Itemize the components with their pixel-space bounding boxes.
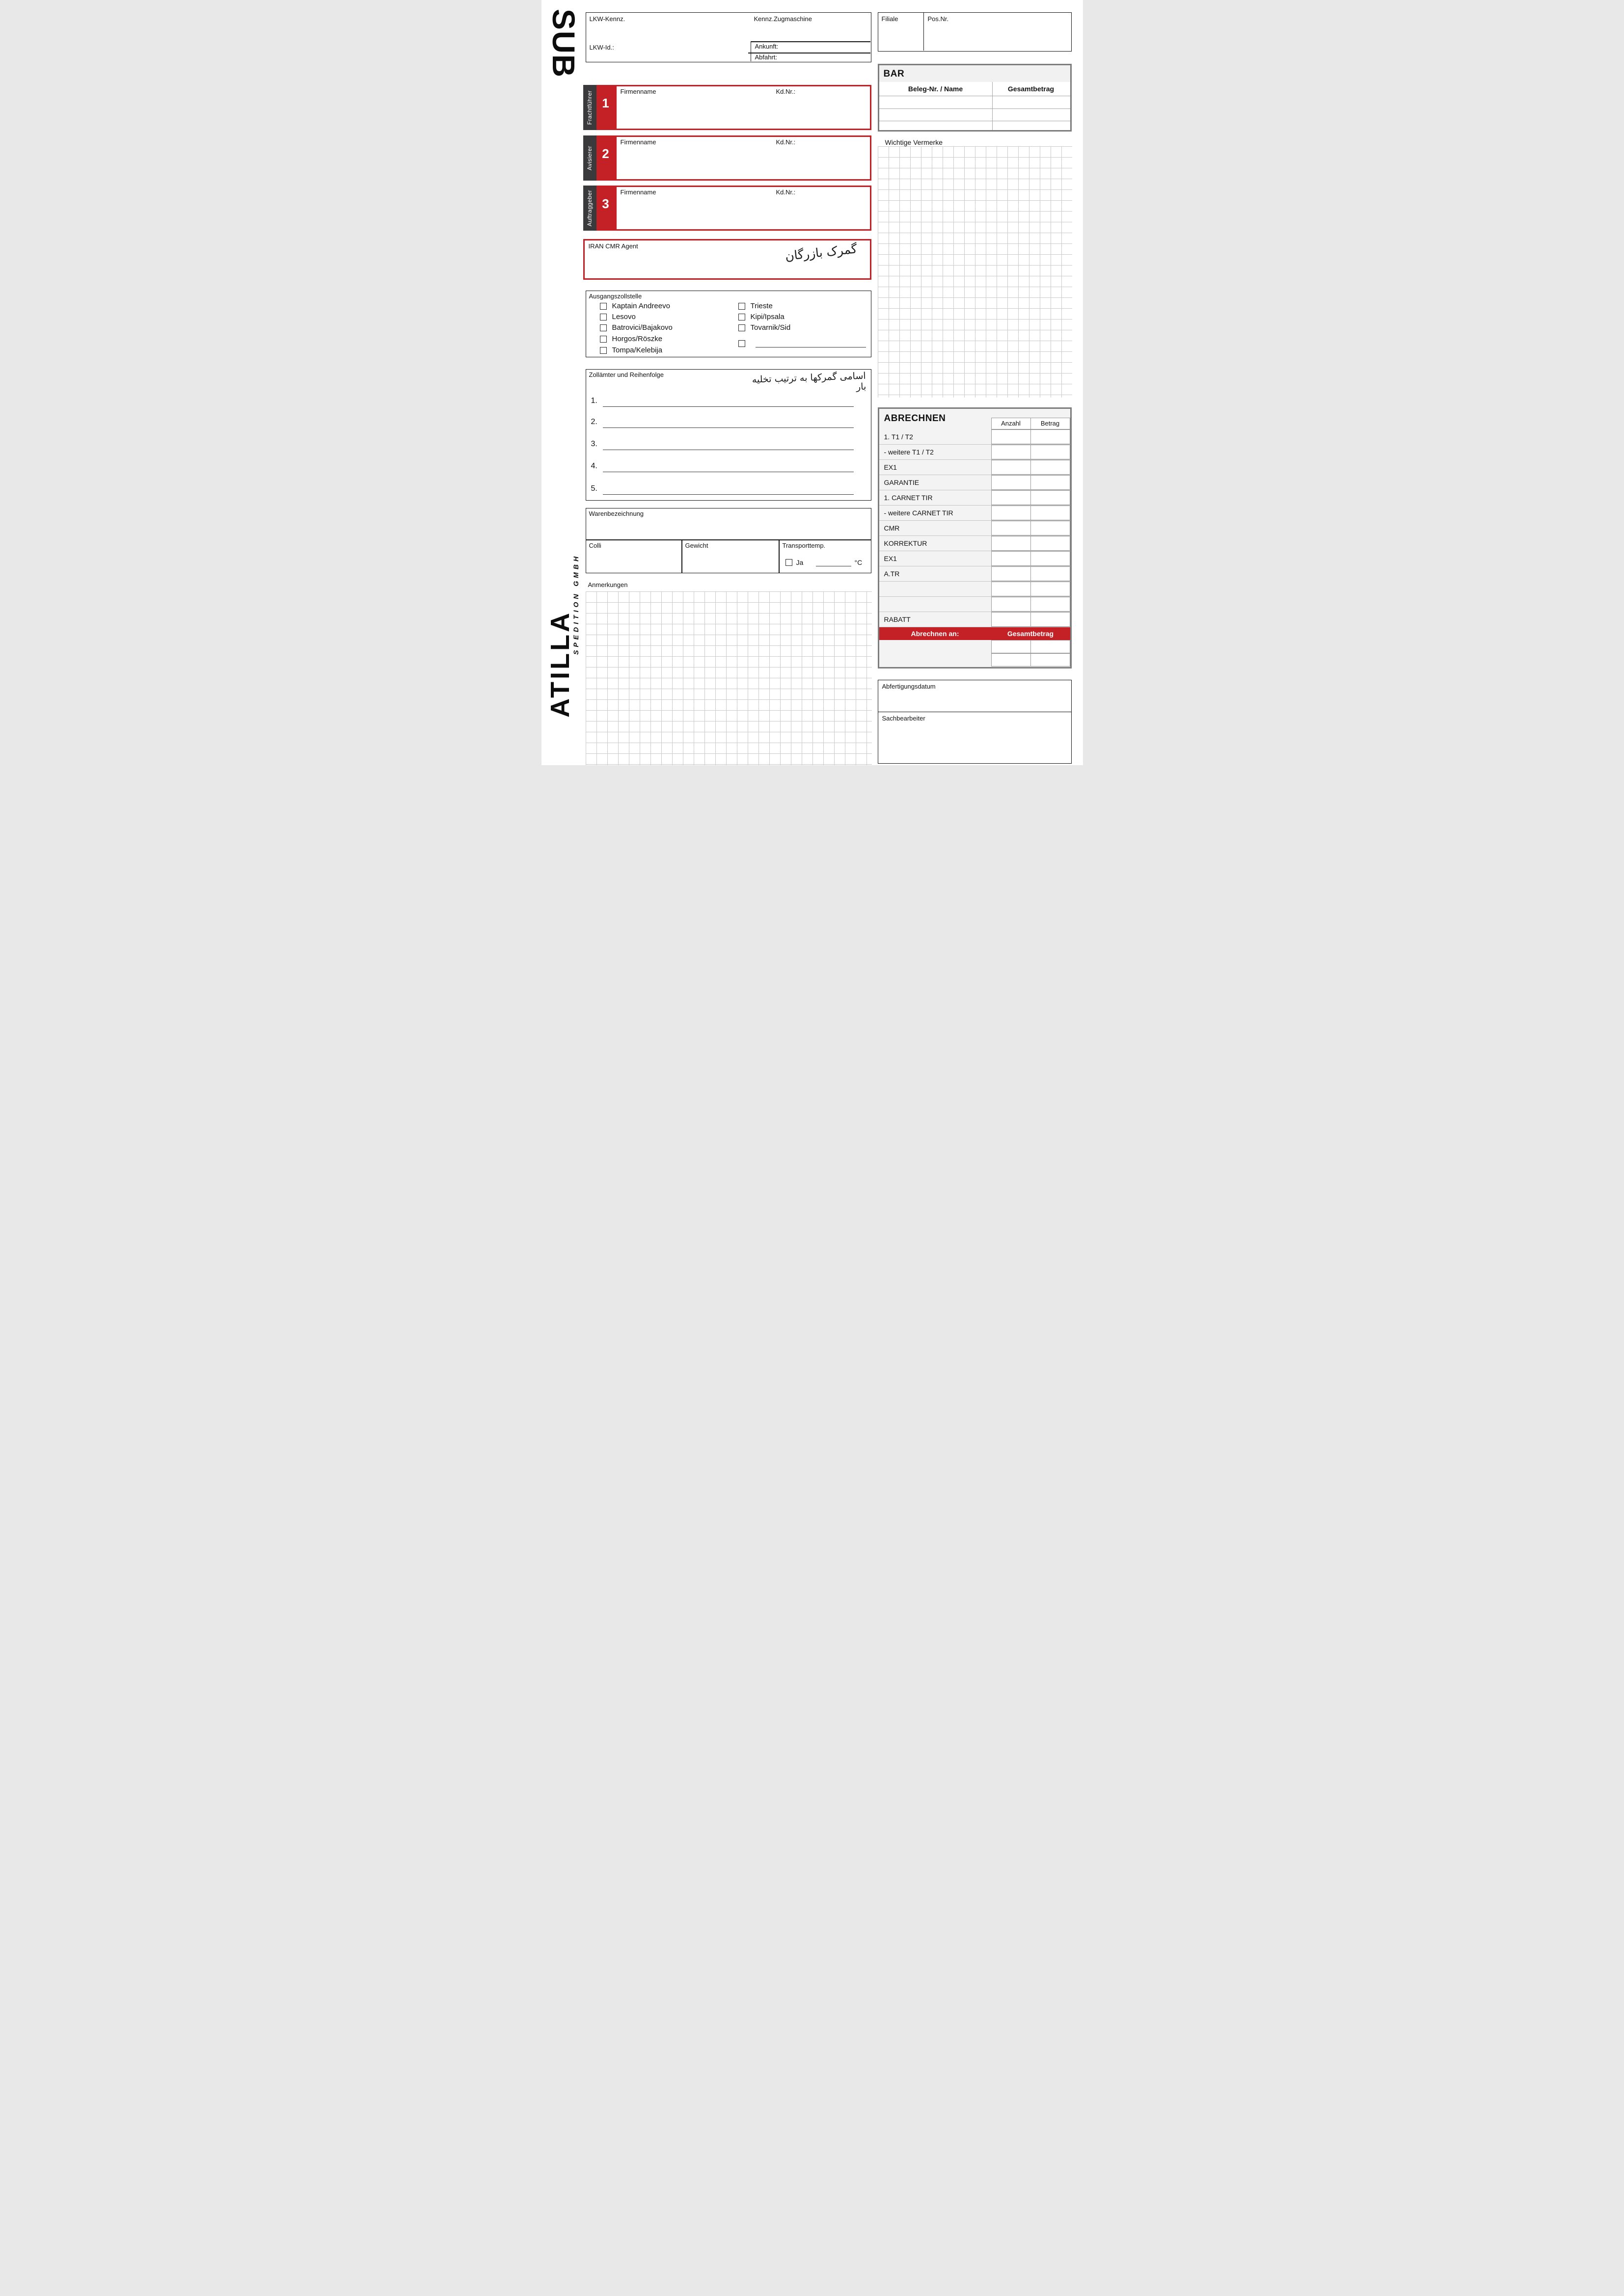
bar-row-line-2 xyxy=(879,108,1070,109)
auftraggeber-kdnr-label: Kd.Nr.: xyxy=(776,188,796,196)
betrag-cell[interactable] xyxy=(1030,597,1070,612)
betrag-cell[interactable] xyxy=(1030,490,1070,505)
avisierer-entry-box[interactable] xyxy=(615,135,871,181)
party-section-auftraggeber xyxy=(583,186,871,231)
anzahl-cell[interactable] xyxy=(991,551,1031,566)
sachbearbeiter-label: Sachbearbeiter xyxy=(882,715,925,722)
betrag-column-header: Betrag xyxy=(1030,418,1070,429)
abrechnen-row-carnet-tir xyxy=(879,490,1070,506)
abrechnen-total-row xyxy=(879,640,1070,653)
gewicht-label: Gewicht xyxy=(685,542,708,549)
betrag-cell[interactable] xyxy=(1030,536,1070,551)
anzahl-cell[interactable] xyxy=(991,612,1031,627)
betrag-cell[interactable] xyxy=(1030,445,1070,459)
abrechnen-row-garantie xyxy=(879,475,1070,490)
transporttemp-label: Transporttemp. xyxy=(782,542,826,549)
bar-column-divider xyxy=(992,82,993,130)
anzahl-cell[interactable] xyxy=(991,536,1031,551)
ausgangszollstelle-label: Ausgangszollstelle xyxy=(589,293,642,300)
transporttemp-ja-checkbox[interactable] xyxy=(785,559,792,566)
frachtfuehrer-firmenname-label: Firmenname xyxy=(620,88,656,95)
anzahl-column-header: Anzahl xyxy=(991,418,1031,429)
zollamt-line-number-5: 5. xyxy=(591,484,597,493)
atilla-logo: ATILLA xyxy=(545,611,575,718)
colli-box[interactable] xyxy=(586,540,682,573)
frachtfuehrer-entry-box[interactable] xyxy=(615,85,871,130)
transporttemp-box[interactable] xyxy=(779,540,871,573)
anzahl-cell[interactable] xyxy=(991,521,1031,535)
vehicle-info-box[interactable] xyxy=(586,12,871,62)
abrechnen-row-empty xyxy=(879,582,1070,597)
zollaemter-handwriting: اسامی گمرکها به ترتیب تخلیه بار xyxy=(751,370,866,393)
party-number-2: 2 xyxy=(596,135,615,181)
abrechnen-row-empty xyxy=(879,597,1070,612)
anzahl-cell[interactable] xyxy=(991,429,1031,444)
customs-option-row xyxy=(738,323,791,332)
customs-option-row xyxy=(600,323,673,332)
lesovo-label: Lesovo xyxy=(612,313,636,321)
customs-option-row xyxy=(600,346,663,354)
tompa-kelebija-label: Tompa/Kelebija xyxy=(612,346,663,354)
abrechnen-row-cmr xyxy=(879,521,1070,536)
bar-box[interactable] xyxy=(878,64,1072,132)
horgos-roeszke-label: Horgos/Röszke xyxy=(612,335,663,343)
atilla-spedition-subtitle: SPEDITION GMBH xyxy=(571,553,580,655)
filiale-label: Filiale xyxy=(881,15,898,23)
gewicht-box[interactable] xyxy=(682,540,779,573)
auftraggeber-role-tab xyxy=(583,186,596,231)
abrechnen-row-label: A.TR xyxy=(884,570,900,578)
betrag-cell[interactable] xyxy=(1030,506,1070,520)
abrechnen-row-label: EX1 xyxy=(884,463,897,471)
bar-col-gesamtbetrag-header: Gesamtbetrag xyxy=(1007,85,1055,93)
abrechnen-box xyxy=(878,407,1072,668)
abrechnen-row-label: EX1 xyxy=(884,555,897,562)
transporttemp-ja-label: Ja xyxy=(796,559,804,566)
abrechnen-row-ex1-2 xyxy=(879,551,1070,566)
zollamt-line-number-1: 1. xyxy=(591,397,597,405)
abfahrt-label: Abfahrt: xyxy=(755,53,778,61)
customs-option-row xyxy=(600,335,663,343)
customs-option-row xyxy=(600,313,636,321)
auftraggeber-entry-box[interactable] xyxy=(615,186,871,231)
abrechnen-row-label: CMR xyxy=(884,524,900,532)
betrag-cell[interactable] xyxy=(1030,582,1070,596)
party-number-1: 1 xyxy=(596,85,615,130)
abfertigungsdatum-box[interactable] xyxy=(878,680,1072,713)
abrechnen-row-korrektur xyxy=(879,536,1070,551)
frachtfuehrer-kdnr-label: Kd.Nr.: xyxy=(776,88,796,95)
abrechnen-row-weitere-carnet-tir xyxy=(879,506,1070,521)
zollamt-line-number-3: 3. xyxy=(591,440,597,448)
zollamt-line-number-2: 2. xyxy=(591,418,597,426)
bar-header-strip xyxy=(879,65,1070,82)
zollaemter-box xyxy=(586,369,871,501)
abrechnen-row-rabatt xyxy=(879,612,1070,627)
celsius-unit-label: °C xyxy=(854,559,863,566)
zollamt-line-number-4: 4. xyxy=(591,462,597,470)
abrechnen-row-label: RABATT xyxy=(884,615,911,623)
lesovo-checkbox[interactable] xyxy=(600,314,607,320)
anzahl-cell[interactable] xyxy=(991,653,1031,667)
avisierer-firmenname-label: Firmenname xyxy=(620,138,656,146)
betrag-cell[interactable] xyxy=(1030,612,1070,627)
tovarnik-sid-label: Tovarnik/Sid xyxy=(750,323,791,332)
iran-cmr-agent-box[interactable] xyxy=(583,239,871,280)
zollamt-line-5[interactable] xyxy=(603,494,854,495)
anzahl-cell[interactable] xyxy=(991,597,1031,612)
betrag-cell[interactable] xyxy=(1030,566,1070,581)
zollamt-line-2[interactable] xyxy=(603,427,854,428)
kennz-zugmaschine-label: Kennz.Zugmaschine xyxy=(754,15,812,23)
abrechnen-row-label: 1. CARNET TIR xyxy=(884,494,933,502)
anzahl-cell[interactable] xyxy=(991,566,1031,581)
abrechnen-row-label: KORREKTUR xyxy=(884,539,927,547)
abrechnen-row-label: - weitere CARNET TIR xyxy=(884,509,953,517)
anzahl-cell[interactable] xyxy=(991,475,1031,490)
customs-option-row xyxy=(738,302,773,310)
anzahl-cell[interactable] xyxy=(991,582,1031,596)
ankunft-label: Ankunft: xyxy=(755,43,779,50)
wichtige-vermerke-label: Wichtige Vermerke xyxy=(885,138,943,146)
tompa-kelebija-checkbox[interactable] xyxy=(600,347,607,354)
zollamt-line-1[interactable] xyxy=(603,406,854,407)
betrag-cell[interactable] xyxy=(1030,429,1070,444)
filiale-posnr-box[interactable] xyxy=(878,12,1072,52)
avisierer-kdnr-label: Kd.Nr.: xyxy=(776,138,796,146)
ankunft-top-line xyxy=(751,41,870,42)
bar-title: BAR xyxy=(883,69,905,79)
auftraggeber-role-label: Auftraggeber xyxy=(586,189,593,227)
zollaemter-label: Zollämter und Reihenfolge xyxy=(589,371,664,378)
horgos-roeszke-checkbox[interactable] xyxy=(600,336,607,343)
freight-form-page xyxy=(541,0,1083,765)
abrechnen-row-atr xyxy=(879,566,1070,582)
abrechnen-row-ex1 xyxy=(879,460,1070,475)
lkw-id-label: LKW-Id.: xyxy=(589,44,614,51)
wichtige-vermerke-grid[interactable] xyxy=(878,146,1072,398)
kaptain-andreevo-label: Kaptain Andreevo xyxy=(612,302,670,310)
abrechnen-row-label: 1. T1 / T2 xyxy=(884,433,913,441)
batrovici-bajakovo-label: Batrovici/Bajakovo xyxy=(612,323,673,332)
colli-label: Colli xyxy=(589,542,601,549)
iran-cmr-agent-label: IRAN CMR Agent xyxy=(588,242,638,250)
abrechnen-row-t1t2 xyxy=(879,429,1070,445)
warenbezeichnung-label: Warenbezeichnung xyxy=(589,510,644,517)
betrag-cell[interactable] xyxy=(1030,640,1070,653)
abrechnen-title: ABRECHNEN xyxy=(884,413,946,424)
abrechnen-row-label: GARANTIE xyxy=(884,479,920,486)
avisierer-role-tab xyxy=(583,135,596,181)
anzahl-cell[interactable] xyxy=(991,640,1031,653)
betrag-cell[interactable] xyxy=(1030,521,1070,535)
anzahl-cell[interactable] xyxy=(991,445,1031,459)
abrechnen-total-row xyxy=(879,653,1070,667)
abrechnen-an-bar xyxy=(879,627,1070,640)
kipi-ipsala-checkbox[interactable] xyxy=(738,314,745,320)
anmerkungen-grid[interactable] xyxy=(586,591,872,765)
betrag-cell[interactable] xyxy=(1030,460,1070,475)
auftraggeber-firmenname-label: Firmenname xyxy=(620,188,656,196)
avisierer-role-label: Avisierer xyxy=(586,145,593,171)
pos-nr-label: Pos.Nr. xyxy=(927,15,949,23)
vehicle-box-divider xyxy=(751,41,752,61)
batrovici-bajakovo-checkbox[interactable] xyxy=(600,324,607,331)
anzahl-cell[interactable] xyxy=(991,460,1031,475)
abrechnen-row-label: - weitere T1 / T2 xyxy=(884,448,934,456)
filiale-divider xyxy=(923,13,924,51)
ausgangszollstelle-box xyxy=(586,291,871,357)
trieste-label: Trieste xyxy=(750,302,773,310)
abfertigungsdatum-label: Abfertigungsdatum xyxy=(882,683,936,690)
anzahl-cell[interactable] xyxy=(991,506,1031,520)
abrechnen-an-label: Abrechnen an: xyxy=(911,630,959,638)
other-customs-checkbox[interactable] xyxy=(738,340,745,347)
bar-col-beleg-header: Beleg-Nr. / Name xyxy=(908,85,963,93)
party-section-frachtfuehrer xyxy=(583,85,871,130)
frachtfuehrer-role-label: Frachtführer xyxy=(586,90,593,125)
lkw-kennz-label: LKW-Kennz. xyxy=(589,15,625,23)
anmerkungen-label: Anmerkungen xyxy=(588,581,628,588)
kaptain-andreevo-checkbox[interactable] xyxy=(600,303,607,310)
gesamtbetrag-label: Gesamtbetrag xyxy=(1007,630,1054,638)
betrag-cell[interactable] xyxy=(1030,653,1070,667)
betrag-cell[interactable] xyxy=(1030,475,1070,490)
tovarnik-sid-checkbox[interactable] xyxy=(738,324,745,331)
trieste-checkbox[interactable] xyxy=(738,303,745,310)
abrechnen-row-weitere-t1t2 xyxy=(879,445,1070,460)
sachbearbeiter-box[interactable] xyxy=(878,712,1072,764)
customs-option-row xyxy=(738,313,785,321)
kipi-ipsala-label: Kipi/Ipsala xyxy=(750,313,785,321)
betrag-cell[interactable] xyxy=(1030,551,1070,566)
frachtfuehrer-role-tab xyxy=(583,85,596,130)
party-section-avisierer xyxy=(583,135,871,181)
anzahl-cell[interactable] xyxy=(991,490,1031,505)
customs-option-row xyxy=(600,302,670,310)
iran-cmr-handwriting: گمرک بازرگان xyxy=(784,241,858,264)
party-number-3: 3 xyxy=(596,186,615,231)
sub-logo: SUB xyxy=(545,9,581,79)
warenbezeichnung-box[interactable] xyxy=(586,508,871,540)
